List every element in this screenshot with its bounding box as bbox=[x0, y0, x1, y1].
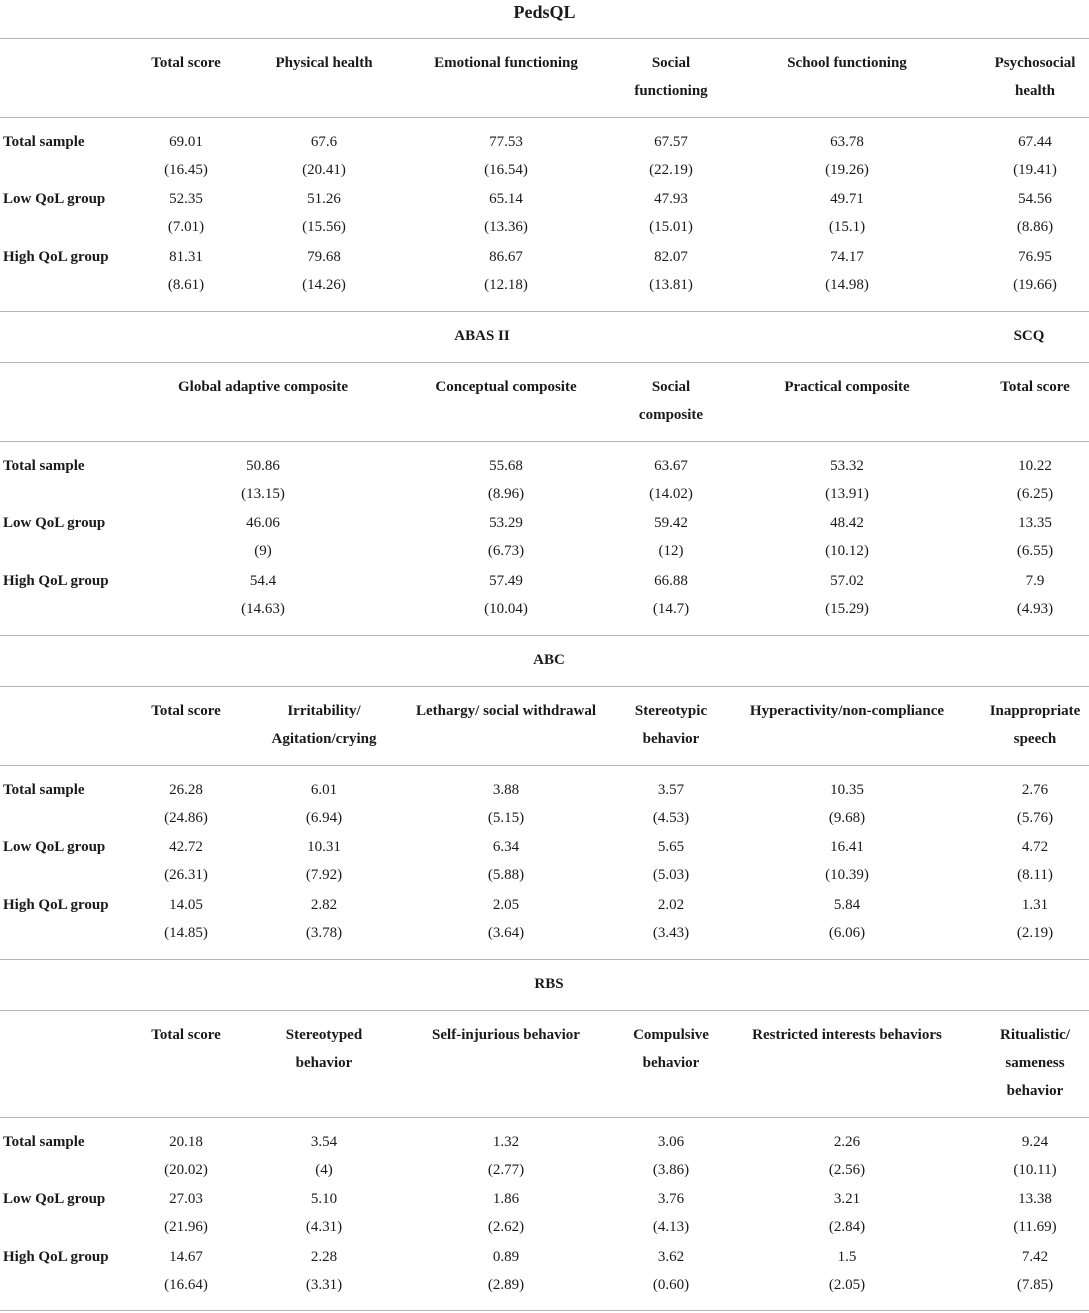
column-header: behavior bbox=[642, 731, 700, 747]
table-cell-value: 1.31 bbox=[1021, 896, 1049, 913]
table-cell-sd: (14.02) bbox=[649, 486, 693, 502]
table-cell-value: 42.72 bbox=[169, 839, 203, 856]
table-cell-value: 86.67 bbox=[489, 248, 523, 265]
table-cell-value: 2.02 bbox=[657, 896, 685, 913]
table-cell-sd: (21.96) bbox=[164, 1219, 208, 1236]
table-cell-sd: (11.69) bbox=[1013, 1219, 1057, 1236]
table-cell-sd: (12) bbox=[658, 543, 684, 560]
table-cell-sd: (9) bbox=[254, 543, 272, 560]
table-cell-value: 3.54 bbox=[310, 1134, 338, 1150]
table-cell-value: 67.44 bbox=[1018, 134, 1052, 150]
table-cell-value: 76.95 bbox=[1018, 248, 1052, 265]
table-cell-sd: (2.84) bbox=[828, 1219, 866, 1236]
section-title: SCQ bbox=[1013, 328, 1045, 344]
column-header: Total score bbox=[151, 1027, 221, 1043]
table-cell-sd: (5.88) bbox=[487, 867, 525, 884]
column-header: Conceptual composite bbox=[435, 379, 577, 395]
table-cell-sd: (3.78) bbox=[305, 924, 343, 941]
column-header: Emotional functioning bbox=[434, 55, 578, 71]
table-cell-value: 50.86 bbox=[246, 458, 280, 474]
column-header: Psychosocial bbox=[994, 55, 1076, 71]
table-cell-value: 0.89 bbox=[492, 1248, 520, 1265]
row-label: Total sample bbox=[3, 458, 85, 474]
table-cell-value: 63.67 bbox=[654, 458, 688, 474]
table-cell-value: 6.01 bbox=[310, 782, 338, 798]
table-cell-sd: (15.1) bbox=[828, 219, 866, 236]
table-cell-sd: (4.31) bbox=[305, 1219, 343, 1236]
table-cell-value: 5.84 bbox=[833, 896, 861, 913]
row-label: Low QoL group bbox=[3, 1191, 106, 1208]
table-cell-sd: (3.86) bbox=[652, 1162, 690, 1178]
table-cell-value: 14.05 bbox=[169, 896, 203, 913]
rule-subheader bbox=[0, 686, 1089, 687]
table-cell-sd: (19.41) bbox=[1013, 162, 1057, 178]
row-label: Low QoL group bbox=[3, 839, 106, 856]
table-cell-value: 55.68 bbox=[489, 458, 523, 474]
rule-header bbox=[0, 765, 1089, 766]
table-cell-sd: (14.63) bbox=[241, 600, 285, 617]
table-cell-sd: (3.64) bbox=[487, 924, 525, 941]
table-cell-value: 1.5 bbox=[837, 1248, 857, 1265]
table-cell-sd: (6.55) bbox=[1016, 543, 1054, 560]
table-cell-value: 7.9 bbox=[1025, 572, 1045, 589]
table-cell-value: 5.65 bbox=[657, 839, 685, 856]
column-header: Hyperactivity/non-compliance bbox=[749, 703, 945, 719]
table-cell-sd: (15.56) bbox=[302, 219, 346, 236]
table-cell-value: 2.26 bbox=[833, 1134, 861, 1150]
table-cell-value: 4.72 bbox=[1021, 839, 1049, 856]
table-cell-sd: (9.68) bbox=[828, 810, 866, 826]
table-cell-sd: (4) bbox=[315, 1162, 333, 1178]
table-cell-value: 77.53 bbox=[489, 134, 523, 150]
row-label: High QoL group bbox=[3, 896, 109, 913]
table-cell-sd: (0.60) bbox=[652, 1276, 690, 1293]
table-cell-sd: (7.85) bbox=[1016, 1276, 1054, 1293]
table-cell-sd: (2.89) bbox=[487, 1276, 525, 1293]
table-cell-sd: (6.73) bbox=[487, 543, 525, 560]
table-cell-value: 3.62 bbox=[657, 1248, 685, 1265]
table-cell-value: 52.35 bbox=[169, 191, 203, 208]
row-label: Low QoL group bbox=[3, 515, 106, 532]
column-header: Physical health bbox=[275, 55, 373, 71]
table-cell-value: 81.31 bbox=[169, 248, 203, 265]
table-cell-sd: (10.12) bbox=[825, 543, 869, 560]
table-cell-value: 10.22 bbox=[1018, 458, 1052, 474]
table-cell-sd: (10.39) bbox=[825, 867, 869, 884]
table-cell-sd: (20.41) bbox=[302, 162, 346, 178]
table-cell-value: 3.57 bbox=[657, 782, 685, 798]
table-cell-value: 16.41 bbox=[830, 839, 864, 856]
column-header: Social bbox=[651, 55, 691, 71]
column-header: Agitation/crying bbox=[271, 731, 377, 747]
rule-header bbox=[0, 441, 1089, 442]
column-header: functioning bbox=[634, 83, 708, 99]
table-cell-value: 6.34 bbox=[492, 839, 520, 856]
table-cell-value: 49.71 bbox=[830, 191, 864, 208]
column-header: Restricted interests behaviors bbox=[752, 1027, 942, 1043]
table-cell-sd: (2.62) bbox=[487, 1219, 525, 1236]
table-cell-value: 82.07 bbox=[654, 248, 688, 265]
table-cell-value: 57.02 bbox=[830, 572, 864, 589]
table-cell-value: 69.01 bbox=[169, 134, 203, 150]
table-cell-value: 67.57 bbox=[654, 134, 688, 150]
column-header: Global adaptive composite bbox=[177, 379, 349, 395]
table-cell-value: 54.56 bbox=[1018, 191, 1052, 208]
table-cell-sd: (4.93) bbox=[1016, 600, 1054, 617]
table-cell-value: 13.35 bbox=[1018, 515, 1052, 532]
row-label: Total sample bbox=[3, 1134, 85, 1150]
column-header: composite bbox=[638, 407, 704, 423]
table-cell-sd: (4.13) bbox=[652, 1219, 690, 1236]
table-cell-sd: (8.61) bbox=[167, 276, 205, 293]
table-cell-sd: (16.64) bbox=[164, 1276, 208, 1293]
table-cell-sd: (7.92) bbox=[305, 867, 343, 884]
column-header: sameness bbox=[1005, 1055, 1065, 1071]
table-cell-sd: (8.11) bbox=[1017, 867, 1053, 884]
table-cell-value: 2.76 bbox=[1021, 782, 1049, 798]
column-header: behavior bbox=[1006, 1083, 1064, 1099]
table-cell-value: 27.03 bbox=[169, 1191, 203, 1208]
section-title: ABC bbox=[533, 652, 565, 668]
column-header: Total score bbox=[151, 703, 221, 719]
table-cell-value: 20.18 bbox=[169, 1134, 203, 1150]
table-cell-sd: (13.36) bbox=[484, 219, 528, 236]
table-cell-sd: (2.05) bbox=[828, 1276, 866, 1293]
table-cell-value: 10.35 bbox=[830, 782, 864, 798]
section-title: ABAS II bbox=[454, 328, 510, 344]
column-header: behavior bbox=[295, 1055, 353, 1071]
column-header: speech bbox=[1013, 731, 1057, 747]
table-cell-value: 67.6 bbox=[310, 134, 338, 150]
column-header: Stereotypic bbox=[634, 703, 708, 719]
rule-section bbox=[0, 959, 1089, 960]
table-cell-value: 59.42 bbox=[654, 515, 688, 532]
table-cell-value: 63.78 bbox=[830, 134, 864, 150]
table-cell-sd: (14.85) bbox=[164, 924, 208, 941]
table-cell-sd: (19.26) bbox=[825, 162, 869, 178]
rule-section bbox=[0, 311, 1089, 312]
rule-top bbox=[0, 38, 1089, 39]
table-cell-sd: (16.54) bbox=[484, 162, 528, 178]
table-cell-value: 7.42 bbox=[1021, 1248, 1049, 1265]
table-cell-sd: (14.7) bbox=[652, 600, 690, 617]
rule-header bbox=[0, 1117, 1089, 1118]
column-header: behavior bbox=[642, 1055, 700, 1071]
table-cell-value: 57.49 bbox=[489, 572, 523, 589]
table-cell-value: 1.32 bbox=[492, 1134, 520, 1150]
table-cell-sd: (3.43) bbox=[652, 924, 690, 941]
table-cell-value: 74.17 bbox=[830, 248, 864, 265]
table-cell-sd: (19.66) bbox=[1013, 276, 1057, 293]
rule-bottom bbox=[0, 1310, 1089, 1311]
table-cell-sd: (13.91) bbox=[825, 486, 869, 502]
table-cell-value: 53.32 bbox=[830, 458, 864, 474]
table-cell-sd: (5.76) bbox=[1016, 810, 1054, 826]
table-cell-sd: (13.81) bbox=[649, 276, 693, 293]
table-cell-value: 13.38 bbox=[1018, 1191, 1052, 1208]
table-cell-sd: (2.77) bbox=[487, 1162, 525, 1178]
rule-section bbox=[0, 635, 1089, 636]
table-cell-value: 65.14 bbox=[489, 191, 523, 208]
column-header: Inappropriate bbox=[989, 703, 1081, 719]
table-cell-sd: (3.31) bbox=[305, 1276, 343, 1293]
table-cell-value: 3.21 bbox=[833, 1191, 861, 1208]
table-cell-sd: (2.19) bbox=[1016, 924, 1054, 941]
column-header: Stereotyped bbox=[285, 1027, 363, 1043]
column-header: Practical composite bbox=[784, 379, 910, 395]
column-header: Ritualistic/ bbox=[1000, 1027, 1070, 1043]
table-cell-sd: (20.02) bbox=[164, 1162, 208, 1178]
table-cell-value: 14.67 bbox=[169, 1248, 203, 1265]
table-cell-value: 46.06 bbox=[246, 515, 280, 532]
rule-subheader bbox=[0, 1010, 1089, 1011]
table-cell-sd: (2.56) bbox=[828, 1162, 866, 1178]
section-title: RBS bbox=[534, 976, 564, 992]
table-cell-sd: (24.86) bbox=[164, 810, 208, 826]
table-cell-sd: (13.15) bbox=[241, 486, 285, 502]
table-cell-sd: (4.53) bbox=[652, 810, 690, 826]
column-header: Social bbox=[651, 379, 691, 395]
table-cell-sd: (14.26) bbox=[302, 276, 346, 293]
table-cell-value: 2.05 bbox=[492, 896, 520, 913]
table-cell-value: 2.82 bbox=[310, 896, 338, 913]
row-label: Low QoL group bbox=[3, 191, 106, 208]
table-cell-value: 1.86 bbox=[492, 1191, 520, 1208]
table-cell-value: 3.76 bbox=[657, 1191, 685, 1208]
table-cell-sd: (10.04) bbox=[484, 600, 528, 617]
table-cell-sd: (7.01) bbox=[167, 219, 205, 236]
row-label: High QoL group bbox=[3, 1248, 109, 1265]
rule-subheader bbox=[0, 362, 1089, 363]
row-label: High QoL group bbox=[3, 572, 109, 589]
table-cell-value: 48.42 bbox=[830, 515, 864, 532]
rule-header bbox=[0, 117, 1089, 118]
table-cell-value: 54.4 bbox=[249, 572, 277, 589]
table-cell-sd: (5.15) bbox=[487, 810, 525, 826]
table-cell-sd: (8.86) bbox=[1016, 219, 1054, 236]
table-cell-value: 66.88 bbox=[654, 572, 688, 589]
column-header: Total score bbox=[151, 55, 221, 71]
table-cell-sd: (5.03) bbox=[652, 867, 690, 884]
table-cell-value: 47.93 bbox=[654, 191, 688, 208]
table-cell-sd: (15.29) bbox=[825, 600, 869, 617]
table-cell-sd: (6.25) bbox=[1016, 486, 1054, 502]
table-cell-value: 53.29 bbox=[489, 515, 523, 532]
table-cell-sd: (8.96) bbox=[487, 486, 525, 502]
table-cell-value: 5.10 bbox=[310, 1191, 338, 1208]
table-title: PedsQL bbox=[513, 2, 576, 22]
column-header: School functioning bbox=[787, 55, 907, 71]
column-header: Irritability/ bbox=[287, 703, 361, 719]
table-cell-value: 79.68 bbox=[307, 248, 341, 265]
table-cell-sd: (26.31) bbox=[164, 867, 208, 884]
row-label: Total sample bbox=[3, 134, 85, 150]
column-header: health bbox=[1014, 83, 1056, 99]
table-cell-value: 3.88 bbox=[492, 782, 520, 798]
table-cell-sd: (6.06) bbox=[828, 924, 866, 941]
table-cell-value: 51.26 bbox=[307, 191, 341, 208]
table-cell-value: 10.31 bbox=[307, 839, 341, 856]
table-cell-sd: (14.98) bbox=[825, 276, 869, 293]
column-header: Lethargy/ social withdrawal bbox=[416, 703, 596, 719]
table-cell-value: 26.28 bbox=[169, 782, 203, 798]
table-cell-sd: (16.45) bbox=[164, 162, 208, 178]
table-cell-value: 2.28 bbox=[310, 1248, 338, 1265]
table-cell-sd: (10.11) bbox=[1013, 1162, 1057, 1178]
table-cell-value: 3.06 bbox=[657, 1134, 685, 1150]
column-header: Compulsive bbox=[633, 1027, 709, 1043]
row-label: High QoL group bbox=[3, 248, 109, 265]
table-cell-sd: (22.19) bbox=[649, 162, 693, 178]
row-label: Total sample bbox=[3, 782, 85, 798]
column-header: Self-injurious behavior bbox=[432, 1027, 580, 1043]
table-cell-sd: (6.94) bbox=[305, 810, 343, 826]
table-cell-sd: (12.18) bbox=[484, 276, 528, 293]
table-cell-sd: (15.01) bbox=[649, 219, 693, 236]
table-cell-value: 9.24 bbox=[1021, 1134, 1049, 1150]
column-header: Total score bbox=[1000, 379, 1070, 395]
